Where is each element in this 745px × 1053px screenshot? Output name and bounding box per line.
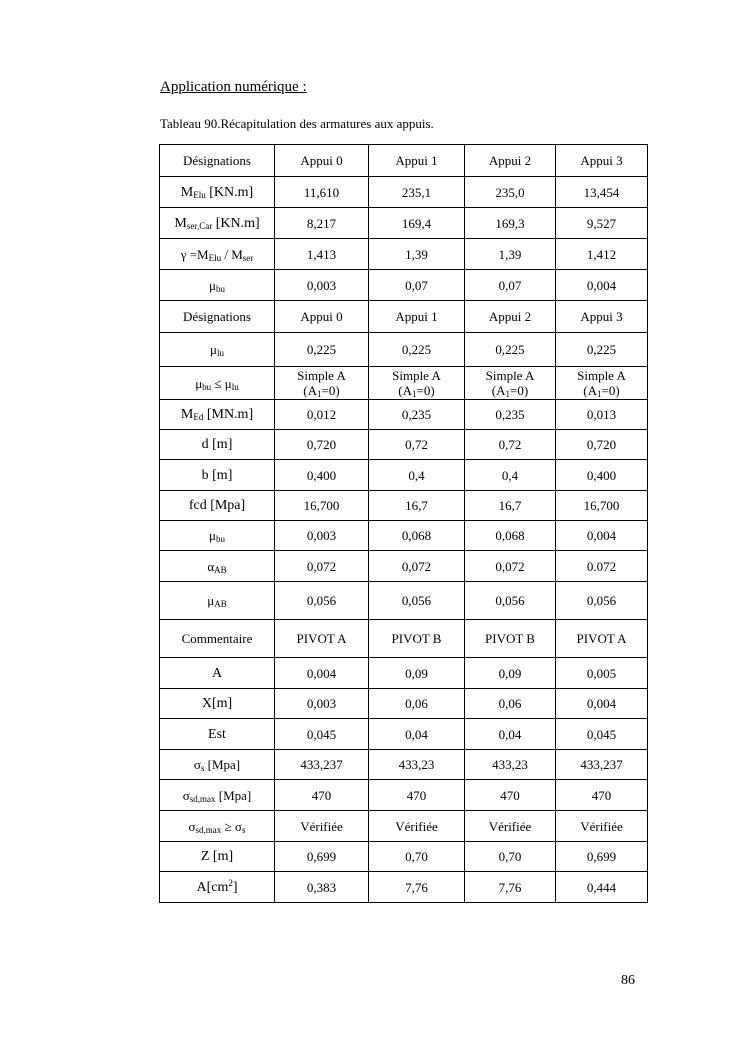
- table-cell: 470: [275, 780, 369, 811]
- header-cell: Appui 3: [556, 145, 648, 177]
- table-cell: Vérifiée: [465, 811, 556, 842]
- row-label-m-ed: $M_{Ed}$ [MN.m]: [160, 400, 275, 430]
- table-cell: 8,217: [275, 208, 369, 239]
- header-cell: Appui 0: [275, 301, 369, 333]
- table-cell: 0,056: [275, 582, 369, 620]
- row-label-m-ser: $M_{ser,Car}$ [KN.m]: [160, 208, 275, 239]
- table-cell: 7,76: [369, 872, 465, 903]
- table-row: [160, 811, 648, 842]
- row-label-z: Z [m]: [160, 842, 275, 872]
- table-cell: 0,004: [556, 689, 648, 719]
- row-label-x: X[m]: [160, 689, 275, 719]
- table-row: [160, 239, 648, 270]
- table-row: [160, 270, 648, 301]
- row-label-mu-bu-2: $\mu_{bu}$: [160, 521, 275, 551]
- header-cell: Appui 1: [369, 145, 465, 177]
- table-row: [160, 582, 648, 620]
- table-cell: 0,056: [369, 582, 465, 620]
- table-cell: Vérifiée: [275, 811, 369, 842]
- row-label-alpha: $\alpha_{AB}$: [160, 551, 275, 582]
- table-cell: 0,09: [369, 658, 465, 689]
- table-cell: 470: [369, 780, 465, 811]
- table-row: [160, 872, 648, 903]
- table-cell: 0,70: [465, 842, 556, 872]
- table-cell: 0,005: [556, 658, 648, 689]
- table-cell: 1,39: [465, 239, 556, 270]
- header-cell: Appui 2: [465, 145, 556, 177]
- table-cell: 0,013: [556, 400, 648, 430]
- header-cell: Appui 1: [369, 301, 465, 333]
- header-cell: Appui 2: [465, 301, 556, 333]
- table-row: [160, 658, 648, 689]
- header-cell: Appui 3: [556, 301, 648, 333]
- row-label-mu-bu: $\mu_{bu}$: [160, 270, 275, 301]
- table-cell: 0,06: [369, 689, 465, 719]
- table-cell: 16,7: [465, 491, 556, 521]
- header-cell: Appui 0: [275, 145, 369, 177]
- table-cell: 0,056: [556, 582, 648, 620]
- row-label-fcd: fcd [Mpa]: [160, 491, 275, 521]
- table-cell: 0,235: [465, 400, 556, 430]
- table-cell: PIVOT A: [556, 620, 648, 658]
- table-cell: 0,07: [465, 270, 556, 301]
- header-cell: Désignations: [160, 145, 275, 177]
- table-cell: 13,454: [556, 177, 648, 208]
- row-label-sigma-sd: $\sigma_{sd,max}$ [Mpa]: [160, 780, 275, 811]
- table-cell: 169,3: [465, 208, 556, 239]
- header-cell: Désignations: [160, 301, 275, 333]
- table-cell: 0,012: [275, 400, 369, 430]
- table-cell: 1,413: [275, 239, 369, 270]
- row-label-sigma-s: $\sigma_s$ [Mpa]: [160, 750, 275, 780]
- table-cell: 0,225: [465, 333, 556, 367]
- table-cell: Simple A $(A_1=0)$: [556, 367, 648, 400]
- table-cell: 235,0: [465, 177, 556, 208]
- table-row: [160, 208, 648, 239]
- table-cell: Vérifiée: [369, 811, 465, 842]
- table-header-row: [160, 301, 648, 333]
- table-cell: 0,699: [275, 842, 369, 872]
- table-cell: 0,004: [556, 270, 648, 301]
- table-cell: 0,400: [275, 460, 369, 491]
- table-cell: Simple A $(A_1=0)$: [369, 367, 465, 400]
- table-cell: 470: [556, 780, 648, 811]
- table-cell: 9,527: [556, 208, 648, 239]
- table-row: [160, 367, 648, 400]
- table-cell: 169,4: [369, 208, 465, 239]
- table-cell: 16,7: [369, 491, 465, 521]
- table-row: [160, 491, 648, 521]
- table-cell: PIVOT B: [465, 620, 556, 658]
- table-row: [160, 719, 648, 750]
- table-cell: 235,1: [369, 177, 465, 208]
- table-cell: 433,237: [275, 750, 369, 780]
- section-heading: Application numérique :: [160, 79, 307, 95]
- table-cell: 0,225: [275, 333, 369, 367]
- table-cell: 0,225: [369, 333, 465, 367]
- table-cell: 0,072: [465, 551, 556, 582]
- reinforcement-summary-table: [159, 144, 648, 903]
- table-row: [160, 551, 648, 582]
- row-label-condition: $\mu_{bu} \le \mu_{lu}$: [160, 367, 275, 400]
- table-cell: 0,4: [369, 460, 465, 491]
- table-cell: 16,700: [275, 491, 369, 521]
- table-row: [160, 400, 648, 430]
- table-header-row: [160, 145, 648, 177]
- table-cell: 0,383: [275, 872, 369, 903]
- table-cell: 470: [465, 780, 556, 811]
- table-cell: 0,04: [369, 719, 465, 750]
- table-row: [160, 177, 648, 208]
- row-label-mu-lu: $\mu_{lu}$: [160, 333, 275, 367]
- table-cell: 0,072: [369, 551, 465, 582]
- table-cell: 11,610: [275, 177, 369, 208]
- table-cell: Simple A $(A_1=0)$: [275, 367, 369, 400]
- table-row: [160, 780, 648, 811]
- table-row: [160, 750, 648, 780]
- table-cell: 0,400: [556, 460, 648, 491]
- page-number: 86: [621, 973, 635, 988]
- row-label-est: Est: [160, 719, 275, 750]
- table-cell: 0,003: [275, 270, 369, 301]
- table-cell: Simple A $(A_1=0)$: [465, 367, 556, 400]
- row-label-verification: $\sigma_{sd,max} \ge \sigma_s$: [160, 811, 275, 842]
- table-row: [160, 521, 648, 551]
- table-cell: 433,23: [465, 750, 556, 780]
- table-cell: 0,4: [465, 460, 556, 491]
- table-cell: 0,225: [556, 333, 648, 367]
- table-row: [160, 460, 648, 491]
- table-cell: PIVOT B: [369, 620, 465, 658]
- table-cell: Vérifiée: [556, 811, 648, 842]
- table-cell: 0,004: [556, 521, 648, 551]
- table-cell: 0,235: [369, 400, 465, 430]
- table-cell: 0,004: [275, 658, 369, 689]
- row-label-b: b [m]: [160, 460, 275, 491]
- table-cell: 0,072: [275, 551, 369, 582]
- row-label-a: A: [160, 658, 275, 689]
- row-label-mu-ab: $\mu_{AB}$: [160, 582, 275, 620]
- table-cell: 1,39: [369, 239, 465, 270]
- table-row: [160, 333, 648, 367]
- table-cell: 0,045: [556, 719, 648, 750]
- table-cell: 0,70: [369, 842, 465, 872]
- table-cell: 0,04: [465, 719, 556, 750]
- table-cell: 0,72: [465, 430, 556, 460]
- table-row: [160, 430, 648, 460]
- table-cell: 7,76: [465, 872, 556, 903]
- table-cell: 0,720: [275, 430, 369, 460]
- table-row: [160, 689, 648, 719]
- table-cell: 0.072: [556, 551, 648, 582]
- table-cell: 0,003: [275, 521, 369, 551]
- table-row: [160, 620, 648, 658]
- table-cell: 0,720: [556, 430, 648, 460]
- table-cell: 0,068: [369, 521, 465, 551]
- table-cell: 0,056: [465, 582, 556, 620]
- table-cell: 0,09: [465, 658, 556, 689]
- table-cell: 16,700: [556, 491, 648, 521]
- table-cell: 0,07: [369, 270, 465, 301]
- row-label-gamma: $\gamma =M_{Elu} / M_{ser}$: [160, 239, 275, 270]
- table-cell: 0,444: [556, 872, 648, 903]
- row-label-comment: Commentaire: [160, 620, 275, 658]
- table-cell: 0,003: [275, 689, 369, 719]
- table-cell: 1,412: [556, 239, 648, 270]
- row-label-m-elu: $M_{Elu}$ [KN.m]: [160, 177, 275, 208]
- table-cell: PIVOT A: [275, 620, 369, 658]
- table-cell: 0,699: [556, 842, 648, 872]
- table-row: [160, 842, 648, 872]
- row-label-a-cm2: $A[cm^2]$: [160, 872, 275, 903]
- table-cell: 0,06: [465, 689, 556, 719]
- table-cell: 0,72: [369, 430, 465, 460]
- table-cell: 0,045: [275, 719, 369, 750]
- table-cell: 433,237: [556, 750, 648, 780]
- table-cell: 0,068: [465, 521, 556, 551]
- row-label-d: d [m]: [160, 430, 275, 460]
- table-cell: 433,23: [369, 750, 465, 780]
- table-caption: Tableau 90.Récapitulation des armatures aux appuis.: [160, 116, 434, 131]
